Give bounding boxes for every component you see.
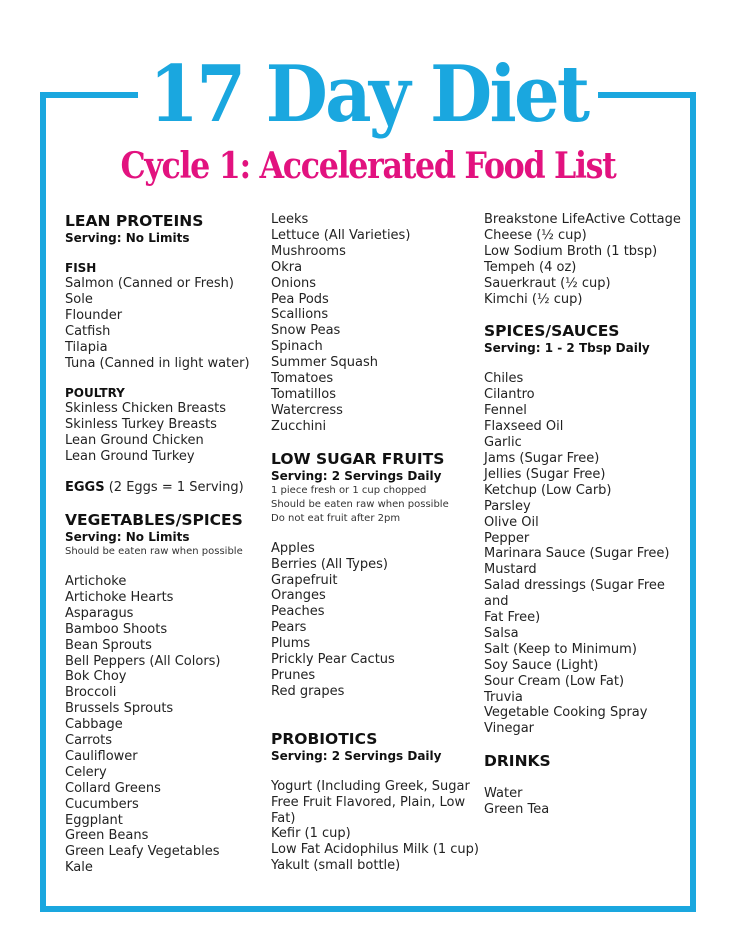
spacer	[271, 526, 481, 541]
food-item: Vinegar	[484, 721, 535, 737]
section-heading: PROBIOTICS	[271, 729, 378, 748]
column-1	[65, 212, 265, 876]
serving-label: Serving: 1 - 2 Tbsp Daily	[484, 341, 650, 356]
food-item: Cabbage	[65, 717, 123, 733]
food-item: Green Leafy Vegetables	[65, 844, 220, 860]
column-2	[271, 212, 481, 874]
food-item: Watercress	[271, 402, 343, 418]
spacer	[65, 559, 265, 574]
spacer	[65, 371, 265, 386]
food-item: Apples	[271, 540, 315, 556]
food-item: Pepper	[484, 530, 530, 546]
food-item: Tempeh (4 oz)	[484, 259, 577, 275]
food-item: Chiles	[484, 371, 524, 387]
food-item: Vegetable Cooking Spray	[484, 705, 648, 721]
food-item: Flounder	[65, 307, 123, 323]
food-item: Okra	[271, 259, 303, 275]
food-item: Cucumbers	[65, 796, 139, 812]
food-item: Marinara Sauce (Sugar Free)	[484, 546, 670, 562]
food-item: Skinless Turkey Breasts	[65, 417, 217, 433]
food-item: Olive Oil	[484, 514, 539, 530]
spacer	[271, 700, 481, 715]
food-item: Summer Squash	[271, 355, 379, 371]
spacer	[65, 465, 265, 480]
note-text: Do not eat fruit after 2pm	[271, 512, 401, 524]
food-item: Asparagus	[65, 605, 134, 621]
food-item: Salad dressings (Sugar Free	[484, 578, 665, 594]
food-item: Cheese (½ cup)	[484, 227, 587, 243]
food-item: Jellies (Sugar Free)	[484, 466, 606, 482]
food-item: Mustard	[484, 562, 537, 578]
food-item: Garlic	[484, 435, 522, 451]
food-item: Parsley	[484, 498, 531, 514]
food-item: Spinach	[271, 339, 323, 355]
serving-label: Serving: 2 Servings Daily	[271, 748, 442, 763]
food-item: Fennel	[484, 403, 527, 419]
food-item: Onions	[271, 275, 317, 291]
food-item: Yogurt (Including Greek, Sugar	[271, 778, 470, 794]
serving-label: Serving: No Limits	[65, 529, 190, 544]
spacer	[484, 356, 684, 371]
food-item: Pea Pods	[271, 291, 329, 307]
food-item: Yakult (small bottle)	[271, 858, 401, 874]
food-item: Artichoke Hearts	[65, 589, 174, 605]
title-wrap	[0, 49, 736, 140]
food-item: Tomatillos	[271, 386, 336, 402]
inline-heading	[65, 480, 265, 496]
food-item: Prunes	[271, 667, 316, 683]
food-item: Prickly Pear Cactus	[271, 652, 395, 668]
food-item: Fat Free)	[484, 610, 541, 626]
food-item: Eggplant	[65, 812, 123, 828]
spacer	[484, 737, 684, 752]
section-heading: DRINKS	[484, 752, 551, 771]
section-heading: LOW SUGAR FRUITS	[271, 449, 445, 468]
food-item: Pears	[271, 620, 307, 636]
food-item: Carrots	[65, 733, 113, 749]
spacer	[484, 307, 684, 322]
food-item: Sour Cream (Low Fat)	[484, 673, 625, 689]
food-item: Ketchup (Low Carb)	[484, 482, 612, 498]
food-item: Zucchini	[271, 418, 327, 434]
food-item: Soy Sauce (Light)	[484, 657, 599, 673]
food-item: Low Fat Acidophilus Milk (1 cup)	[271, 842, 479, 858]
serving-label: Serving: No Limits	[65, 231, 190, 245]
food-item: Broccoli	[65, 685, 117, 701]
food-item: Berries (All Types)	[271, 556, 388, 572]
food-item: Catfish	[65, 323, 111, 339]
food-item: Collard Greens	[65, 780, 161, 796]
food-item: Salt (Keep to Minimum)	[484, 641, 637, 657]
food-item: Tilapia	[65, 339, 108, 355]
spacer	[271, 715, 481, 730]
food-item: Red grapes	[271, 683, 345, 699]
food-item: Kefir (1 cup)	[271, 826, 351, 842]
food-item: Water	[484, 786, 523, 802]
food-item: Truvia	[484, 689, 523, 705]
food-item: Grapefruit	[271, 572, 338, 588]
section-heading: VEGETABLES/SPICES	[65, 510, 243, 529]
spacer	[271, 435, 481, 450]
food-item: Flaxseed Oil	[484, 419, 564, 435]
food-item: Skinless Chicken Breasts	[65, 401, 227, 417]
serving-label: Serving: 2 Servings Daily	[271, 468, 442, 483]
food-item: Sauerkraut (½ cup)	[484, 275, 611, 291]
spacer	[65, 246, 265, 261]
serving-label: POULTRY	[65, 386, 125, 401]
food-item: Lean Ground Chicken	[65, 433, 204, 449]
food-item: Scallions	[271, 307, 329, 323]
food-item: Salsa	[484, 625, 519, 641]
food-item: Oranges	[271, 588, 326, 604]
spacer	[65, 496, 265, 511]
inline-heading-label: EGGS	[65, 480, 105, 496]
inline-heading-detail: (2 Eggs = 1 Serving)	[104, 480, 244, 496]
food-item: Peaches	[271, 604, 325, 620]
food-item: Brussels Sprouts	[65, 701, 174, 717]
food-item: Cauliflower	[65, 748, 138, 764]
food-item: Mushrooms	[271, 243, 346, 259]
food-item: Snow Peas	[271, 323, 341, 339]
note-text: Should be eaten raw when possible	[271, 498, 449, 510]
page-title: 17 Day Diet	[138, 52, 598, 138]
food-item: Lean Ground Turkey	[65, 449, 195, 465]
food-item: Cilantro	[484, 387, 535, 403]
food-item: Sole	[65, 291, 93, 307]
section-heading: SPICES/SAUCES	[484, 322, 620, 341]
food-item: Jams (Sugar Free)	[484, 450, 600, 466]
note-text: Should be eaten raw when possible	[65, 545, 243, 557]
serving-label: FISH	[65, 261, 97, 275]
food-item: Kale	[65, 860, 93, 876]
food-item: Green Tea	[484, 802, 550, 818]
food-item: Fat)	[271, 810, 296, 826]
food-item: and	[484, 594, 509, 610]
section-heading: LEAN PROTEINS	[65, 212, 204, 230]
food-item: Celery	[65, 764, 107, 780]
food-item: Bell Peppers (All Colors)	[65, 653, 221, 669]
food-item: Tomatoes	[271, 371, 334, 387]
food-item: Bok Choy	[65, 669, 127, 685]
spacer	[484, 771, 684, 786]
food-item: Plums	[271, 636, 311, 652]
food-item: Breakstone LifeActive Cottage	[484, 212, 681, 227]
food-item: Artichoke	[65, 573, 127, 589]
food-item: Bean Sprouts	[65, 637, 152, 653]
food-item: Salmon (Canned or Fresh)	[65, 276, 234, 291]
column-3	[484, 212, 684, 818]
food-item: Kimchi (½ cup)	[484, 291, 583, 307]
food-item: Lettuce (All Varieties)	[271, 227, 411, 243]
food-item: Green Beans	[65, 828, 149, 844]
food-item: Bamboo Shoots	[65, 621, 168, 637]
spacer	[271, 764, 481, 779]
food-item: Free Fruit Flavored, Plain, Low	[271, 794, 466, 810]
page-subtitle: Cycle 1: Accelerated Food List	[120, 145, 616, 187]
food-item: Low Sodium Broth (1 tbsp)	[484, 243, 658, 259]
note-text: 1 piece fresh or 1 cup chopped	[271, 484, 427, 496]
food-item: Leeks	[271, 212, 309, 227]
food-item: Tuna (Canned in light water)	[65, 355, 250, 371]
